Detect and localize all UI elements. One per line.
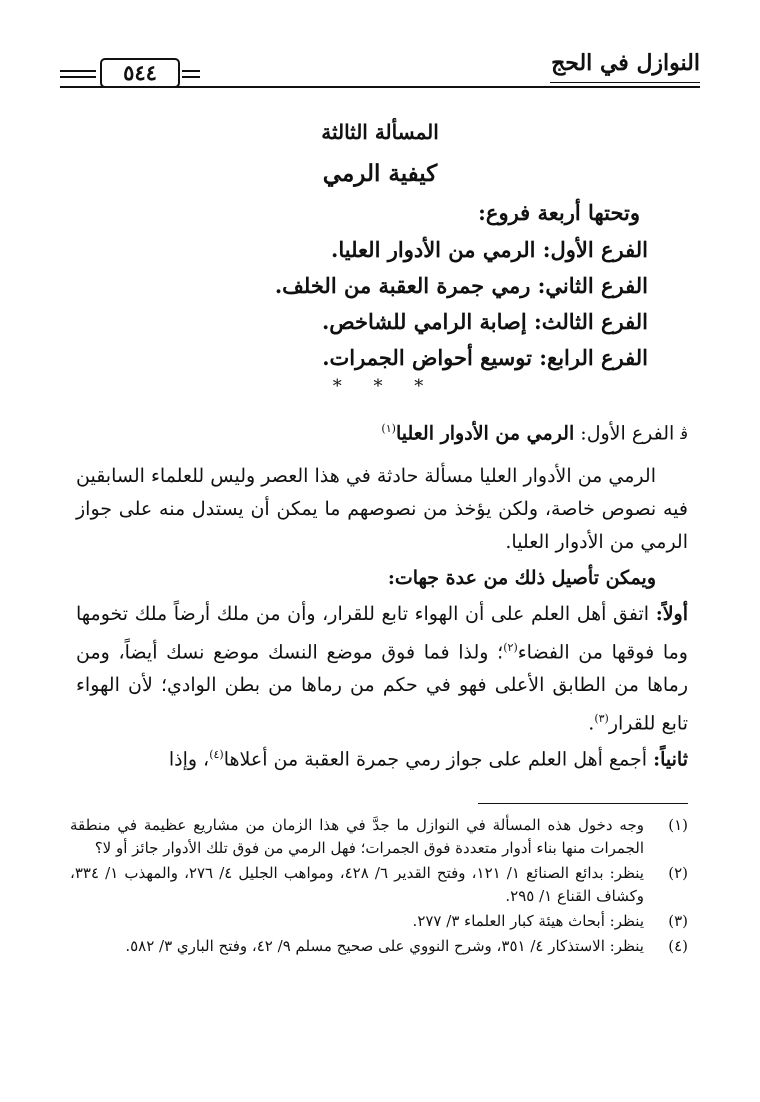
section-heading <box>381 422 688 444</box>
branch-item: الفرع الأول: الرمي من الأدوار العليا. <box>331 237 648 262</box>
footnote-number: (٣) <box>668 912 688 930</box>
branch-item: الفرع الثاني: رمي جمرة العقبة من الخلف. <box>274 273 648 298</box>
footnote-item <box>70 862 688 908</box>
paragraph-text: . <box>588 712 595 735</box>
section-topic: الرمي من الأدوار العليا <box>395 422 575 445</box>
branches-intro: وتحتها أربعة فروع: <box>478 200 640 225</box>
paragraph-lead: ثانياً: <box>653 748 688 771</box>
footnote-ref[interactable]: (٢) <box>503 641 518 654</box>
footnote-text: ينظر: بدائع الصنائع ١/ ١٢١، وفتح القدير ٦/ ٤٢٨، ومواهب الجليل ٤/ ٢٧٦، والمهذب ١/ ٣٣٤، وكشاف القناع ١/ ٢٩٥. <box>70 864 644 905</box>
branch-item: الفرع الثالث: إصابة الرامي للشاخص. <box>321 309 648 334</box>
issue-label: المسألة الثالثة <box>321 120 439 144</box>
footnote-number: (١) <box>668 816 688 834</box>
header-rule-thin <box>550 82 700 83</box>
footnote-ref[interactable]: (١) <box>381 422 396 435</box>
footnotes <box>70 814 688 960</box>
header-ornament-lines-outer <box>60 70 96 82</box>
footnote-item <box>70 814 688 860</box>
page-header <box>60 44 700 88</box>
section-separator: * * * <box>332 376 428 397</box>
header-ornament-lines-inner <box>182 70 200 82</box>
footnote-ref[interactable]: (٣) <box>594 712 609 726</box>
body-paragraph <box>76 598 688 741</box>
paragraph-text: ؛ ولذا فما فوق موضع النسك موضع نسك أيضاً، ومن رماها من الطابق الأعلى فهو في حكم من رماها من بطن الوادي؛ لأن الهواء تابع للقرار <box>76 641 688 735</box>
branch-list <box>275 232 648 376</box>
body-paragraph: الرمي من الأدوار العليا مسألة حادثة في هذا العصر وليس للعلماء السابقين فيه نصوص خاصة، ولكن يؤخذ من نصوصهم ما يمكن أن يستدل منه على جواز الرمي من الأدوار العليا. <box>76 465 688 553</box>
paragraph-lead: أولاً: <box>655 603 688 625</box>
paragraph-text: اتفق أهل العلم على أن الهواء تابع للقرار، وأن من ملك أرضاً ملك تخومها وما فوقها من الفضاء <box>76 603 688 664</box>
page-number: ٥٤٤ <box>100 58 180 88</box>
ornament-bullet-icon: ﭬ <box>680 424 688 444</box>
footnote-ref[interactable]: (٤) <box>209 748 224 761</box>
footnote-number: (٤) <box>668 937 688 955</box>
footnote-text: ينظر: أبحاث هيئة كبار العلماء ٣/ ٢٧٧. <box>412 912 644 930</box>
running-title: النوازل في الحج <box>551 50 700 76</box>
footnote-item <box>70 910 688 933</box>
paragraph-text: ، وإذا <box>168 748 210 771</box>
body-subheading: ويمكن تأصيل ذلك من عدة جهات: <box>387 567 656 589</box>
section-branch-name: الفرع الأول: <box>580 422 675 445</box>
body-paragraph <box>76 738 688 776</box>
footnote-number: (٢) <box>668 864 688 882</box>
footnote-text: وجه دخول هذه المسألة في النوازل ما جدَّ في هذا الزمان من مشاريع عظيمة في منطقة الجمرات منها بناء أدوار متعددة فوق الجمرات؛ فهل الرمي من فوق تلك الأدوار جائز أو لا؟ <box>70 816 644 857</box>
footnote-text: ينظر: الاستذكار ٤/ ٣٥١، وشرح النووي على صحيح مسلم ٩/ ٤٢، وفتح الباري ٣/ ٥٨٢. <box>125 937 644 955</box>
issue-title: كيفية الرمي <box>322 160 438 187</box>
branch-item: الفرع الرابع: توسيع أحواض الجمرات. <box>322 345 648 370</box>
paragraph-text: أجمع أهل العلم على جواز رمي جمرة العقبة من أعلاها <box>223 748 654 771</box>
footnote-rule <box>478 803 688 804</box>
footnote-item <box>70 935 688 958</box>
